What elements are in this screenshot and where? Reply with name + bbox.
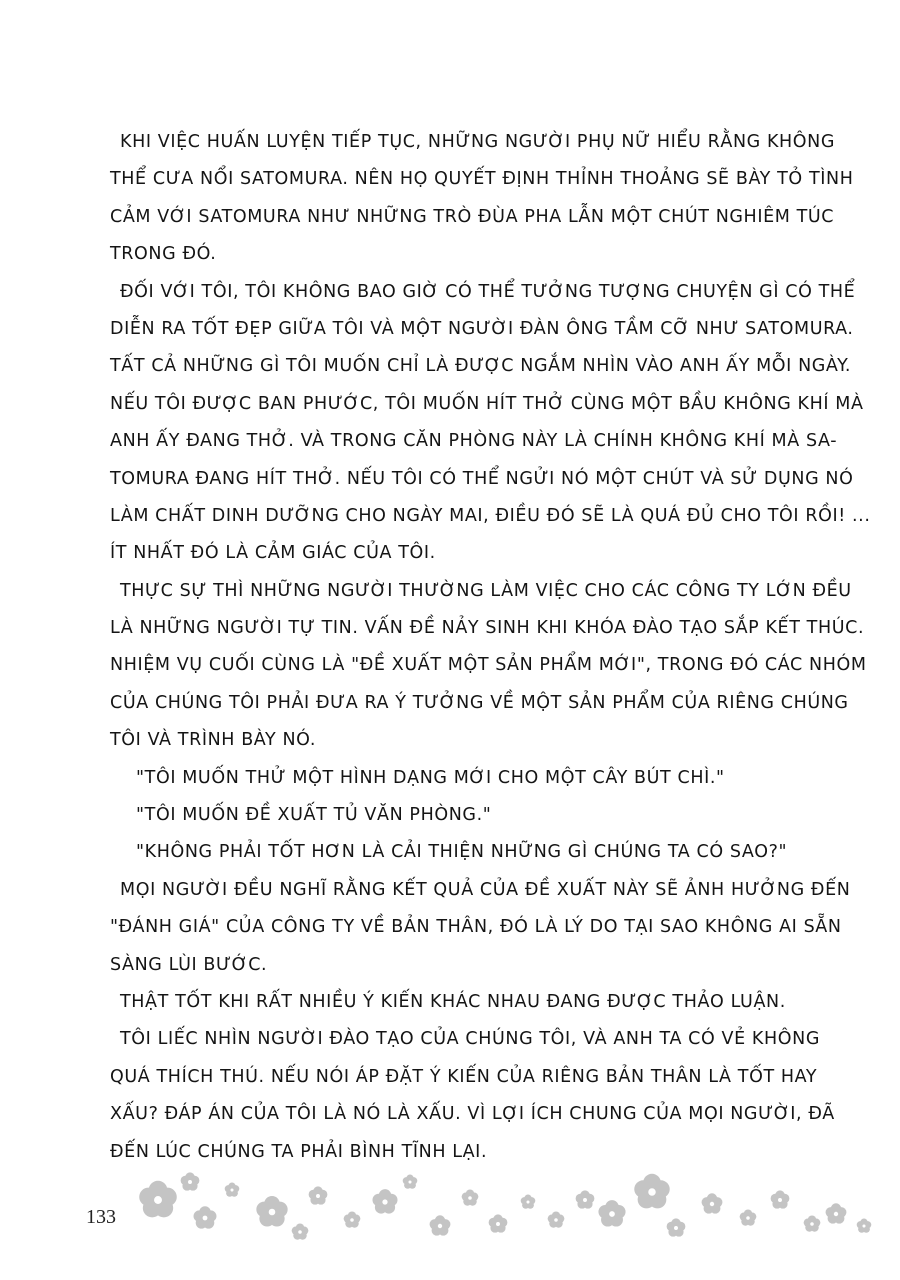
text-line: CỦA CHÚNG TÔI PHẢI ĐƯA RA Ý TƯỞNG VỀ MỘT SẢN PHẨM CỦA RIÊNG CHÚNG bbox=[110, 692, 849, 713]
text-line: THẬT TỐT KHI RẤT NHIỀU Ý KIẾN KHÁC NHAU ĐANG ĐƯỢC THẢO LUẬN. bbox=[120, 991, 786, 1012]
text-line: SÀNG LÙI BƯỚC. bbox=[110, 954, 268, 975]
text-line: ANH ẤY ĐANG THỞ. VÀ TRONG CĂN PHÒNG NÀY LÀ CHÍNH KHÔNG KHÍ MÀ SA- bbox=[110, 431, 838, 452]
flower-icon bbox=[194, 1206, 217, 1228]
text-line: LÀ NHỮNG NGƯỜI TỰ TIN. VẤN ĐỀ NẢY SINH KHI KHÓA ĐÀO TẠO SẮP KẾT THÚC. bbox=[110, 618, 865, 639]
flower-icon bbox=[702, 1193, 723, 1213]
flower-icon bbox=[667, 1218, 686, 1236]
flower-icon bbox=[548, 1211, 565, 1227]
flower-icon bbox=[634, 1174, 669, 1209]
text-line: TRONG ĐÓ. bbox=[110, 244, 217, 265]
text-line: KHI VIỆC HUẤN LUYỆN TIẾP TỤC, NHỮNG NGƯỜI PHỤ NỮ HIỂU RẰNG KHÔNG bbox=[120, 132, 836, 152]
text-line: THỂ CƯA NỔI SATOMURA. NÊN HỌ QUYẾT ĐỊNH THỈNH THOẢNG SẼ BÀY TỎ TÌNH bbox=[110, 169, 854, 190]
text-line: TÔI LIẾC NHÌN NGƯỜI ĐÀO TẠO CỦA CHÚNG TÔI, VÀ ANH TA CÓ VẺ KHÔNG bbox=[120, 1029, 820, 1050]
flower-icon bbox=[521, 1195, 536, 1209]
text-line: NẾU TÔI ĐƯỢC BAN PHƯỚC, TÔI MUỐN HÍT THỞ CÙNG MỘT BẦU KHÔNG KHÍ MÀ bbox=[110, 393, 864, 414]
flower-icon bbox=[309, 1186, 328, 1204]
text-line: ĐẾN LÚC CHÚNG TA PHẢI BÌNH TĨNH LẠI. bbox=[110, 1141, 488, 1162]
text-line: QUÁ THÍCH THÚ. NẾU NÓI ÁP ĐẶT Ý KIẾN CỦA RIÊNG BẢN THÂN LÀ TỐT HAY bbox=[110, 1066, 818, 1087]
flower-icon bbox=[576, 1190, 595, 1208]
text-line: "TÔI MUỐN ĐỀ XUẤT TỦ VĂN PHÒNG." bbox=[136, 805, 492, 826]
text-line: DIỄN RA TỐT ĐẸP GIỮA TÔI VÀ MỘT NGƯỜI ĐÀN ÔNG TẦM CỠ NHƯ SATOMURA. bbox=[110, 318, 854, 339]
flower-icon bbox=[292, 1223, 309, 1239]
flower-icon bbox=[462, 1189, 479, 1205]
flower-icon bbox=[598, 1200, 625, 1226]
flower-border-decoration bbox=[0, 1160, 900, 1270]
text-line: "KHÔNG PHẢI TỐT HƠN LÀ CẢI THIỆN NHỮNG GÌ CHÚNG TA CÓ SAO?" bbox=[136, 842, 788, 863]
flower-icon bbox=[804, 1215, 821, 1231]
flower-icon bbox=[489, 1214, 508, 1232]
text-line: ÍT NHẤT ĐÓ LÀ CẢM GIÁC CỦA TÔI. bbox=[110, 543, 436, 564]
text-line: TOMURA ĐANG HÍT THỞ. NẾU TÔI CÓ THỂ NGỬI NÓ MỘT CHÚT VÀ SỬ DỤNG NÓ bbox=[110, 468, 854, 489]
flower-icon bbox=[344, 1211, 361, 1227]
flower-icon bbox=[403, 1175, 418, 1189]
text-line: TẤT CẢ NHỮNG GÌ TÔI MUỐN CHỈ LÀ ĐƯỢC NGẮM NHÌN VÀO ANH ẤY MỖI NGÀY. bbox=[110, 356, 852, 377]
flower-icon bbox=[181, 1172, 200, 1190]
flower-icon bbox=[139, 1181, 177, 1218]
flower-icon bbox=[740, 1209, 757, 1225]
flower-icon bbox=[826, 1203, 847, 1223]
body-text bbox=[110, 124, 870, 1171]
text-line: LÀM CHẤT DINH DƯỠNG CHO NGÀY MAI, ĐIỀU ĐÓ SẼ LÀ QUÁ ĐỦ CHO TÔI RỒI! ... bbox=[110, 505, 871, 526]
text-line: THỰC SỰ THÌ NHỮNG NGƯỜI THƯỜNG LÀM VIỆC CHO CÁC CÔNG TY LỚN ĐỀU bbox=[120, 580, 852, 601]
text-line: "TÔI MUỐN THỬ MỘT HÌNH DẠNG MỚI CHO MỘT CÂY BÚT CHÌ." bbox=[136, 767, 725, 788]
text-line: MỌI NGƯỜI ĐỀU NGHĨ RẰNG KẾT QUẢ CỦA ĐỀ XUẤT NÀY SẼ ẢNH HƯỞNG ĐẾN bbox=[120, 879, 851, 900]
text-line: CẢM VỚI SATOMURA NHƯ NHỮNG TRÒ ĐÙA PHA LẪN MỘT CHÚT NGHIÊM TÚC bbox=[110, 206, 835, 227]
text-line: ĐỐI VỚI TÔI, TÔI KHÔNG BAO GIỜ CÓ THỂ TƯỞNG TƯỢNG CHUYỆN GÌ CÓ THỂ bbox=[120, 281, 856, 302]
text-line: TÔI VÀ TRÌNH BÀY NÓ. bbox=[110, 730, 316, 751]
flower-icon bbox=[771, 1190, 790, 1208]
text-line: "ĐÁNH GIÁ" CỦA CÔNG TY VỀ BẢN THÂN, ĐÓ LÀ LÝ DO TẠI SAO KHÔNG AI SẴN bbox=[110, 917, 842, 938]
flower-icon bbox=[857, 1219, 872, 1233]
page-number: 133 bbox=[86, 1206, 116, 1228]
text-line: NHIỆM VỤ CUỐI CÙNG LÀ "ĐỀ XUẤT MỘT SẢN PHẨM MỚI", TRONG ĐÓ CÁC NHÓM bbox=[110, 655, 867, 676]
flower-icon bbox=[372, 1189, 397, 1213]
flower-icon bbox=[430, 1215, 451, 1235]
flower-icon bbox=[256, 1196, 287, 1227]
text-line: XẤU? ĐÁP ÁN CỦA TÔI LÀ NÓ LÀ XẤU. VÌ LỢI ÍCH CHUNG CỦA MỌI NGƯỜI, ĐÃ bbox=[110, 1104, 835, 1125]
flower-icon bbox=[225, 1183, 240, 1197]
